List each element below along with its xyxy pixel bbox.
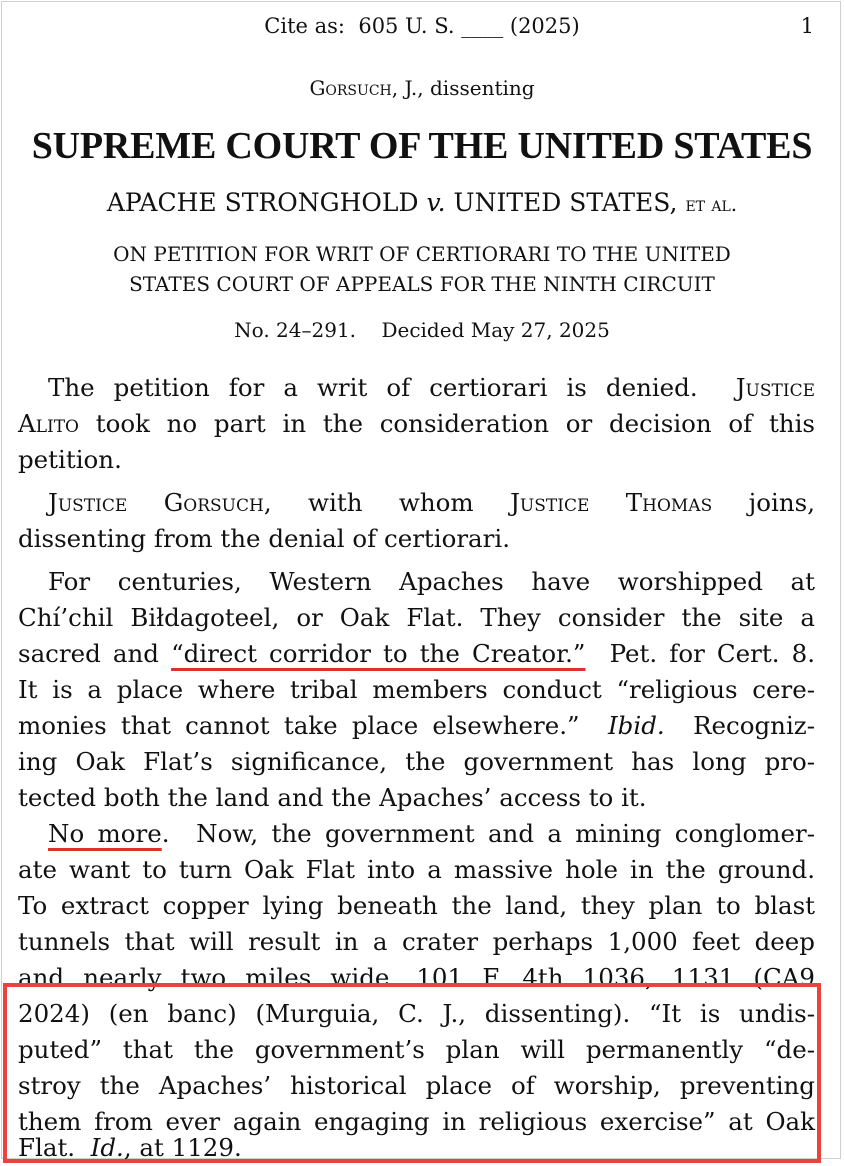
para2-text: joins,	[712, 488, 815, 517]
para3-line6: ing Oak Flat’s significance, the government has long pro-	[18, 747, 815, 776]
para1-line3: petition.	[18, 445, 122, 474]
red-highlight-box	[3, 983, 821, 1163]
case-versus: v.	[426, 188, 446, 217]
para3-line7: tected both the land and the Apaches’ access to it.	[18, 783, 647, 812]
para2-line2: dissenting from the denial of certiorari.	[18, 524, 510, 553]
para2-text: , with whom	[263, 488, 511, 517]
justice-alito: Alito	[18, 409, 79, 438]
case-title	[0, 188, 844, 217]
para4-line7: puted” that the government’s plan will permanently “de-	[18, 1035, 815, 1064]
para3-text: Recogniz-	[664, 711, 815, 740]
case-party1: APACHE STRONGHOLD	[106, 188, 419, 217]
para4-line6: 2024) (en banc) (Murguia, C. J., dissenting). “It is undis-	[18, 999, 815, 1028]
para4-line1	[18, 816, 815, 852]
para3-text: sacred and	[18, 639, 172, 668]
para3-line1: For centuries, Western Apaches have worshipped at	[48, 567, 815, 596]
petition-line-1: ON PETITION FOR WRIT OF CERTIORARI TO THE UNITED	[113, 242, 731, 266]
para4-text: , at 1129.	[123, 1133, 242, 1162]
justice-title: Justice	[735, 373, 815, 402]
author-name: Gorsuch	[309, 76, 392, 100]
author-suffix: , J., dissenting	[391, 76, 535, 100]
para3-text: Pet. for Cert. 8.	[585, 639, 816, 668]
petition-line-2: STATES COURT OF APPEALS FOR THE NINTH CIRCUIT	[129, 272, 715, 296]
para1-line2	[18, 406, 815, 442]
docket-decided: No. 24–291. Decided May 27, 2025	[234, 318, 610, 342]
para4-line9: them from ever again engaging in religious exercise” at Oak	[18, 1107, 815, 1136]
citation-header: Cite as: 605 U. S. ____ (2025)	[264, 14, 580, 38]
para1-text: took no part in the consideration or decision of this	[78, 409, 815, 438]
para1-line1	[18, 370, 815, 406]
para3-line3	[18, 636, 815, 672]
court-name: SUPREME COURT OF THE UNITED STATES	[31, 125, 813, 167]
para2-line1	[18, 485, 815, 521]
justice-thomas: Justice Thomas	[510, 488, 713, 517]
para3-line4: It is a place where tribal members conduct “religious cere-	[18, 675, 815, 704]
case-party2: UNITED STATES,	[453, 188, 678, 217]
id-citation: Id.	[90, 1133, 124, 1162]
ibid-citation: Ibid.	[608, 711, 665, 740]
para4-line8: stroy the Apaches’ historical place of worship, preventing	[18, 1071, 815, 1100]
para4-line2: ate want to turn Oak Flat into a massive hole in the ground.	[18, 855, 815, 884]
para3-line2: Chí’chil Biłdagoteel, or Oak Flat. They consider the site a	[18, 603, 815, 632]
para1-text: The petition for a writ of certiorari is denied.	[48, 373, 736, 402]
justice-gorsuch: Justice Gorsuch	[48, 488, 264, 517]
case-etal: et al.	[685, 192, 738, 216]
page-number: 1	[800, 14, 814, 38]
para4-text: Flat.	[18, 1133, 91, 1162]
para4-line3: To extract copper lying beneath the land, they plan to blast	[18, 891, 815, 920]
underlined-quote-direct-corridor: “direct corridor to the Creator.”	[171, 639, 586, 668]
para3-line5	[18, 708, 815, 744]
para4-text: . Now, the government and a mining conglomer-	[161, 819, 816, 848]
author-line	[0, 76, 844, 100]
para4-line5: and nearly two miles wide. 101 F. 4th 1036, 1131 (CA9	[18, 963, 815, 992]
para4-line4: tunnels that will result in a crater perhaps 1,000 feet deep	[18, 927, 815, 956]
para3-text: monies that cannot take place elsewhere.”	[18, 711, 608, 740]
underlined-no-more: No more	[48, 819, 162, 848]
